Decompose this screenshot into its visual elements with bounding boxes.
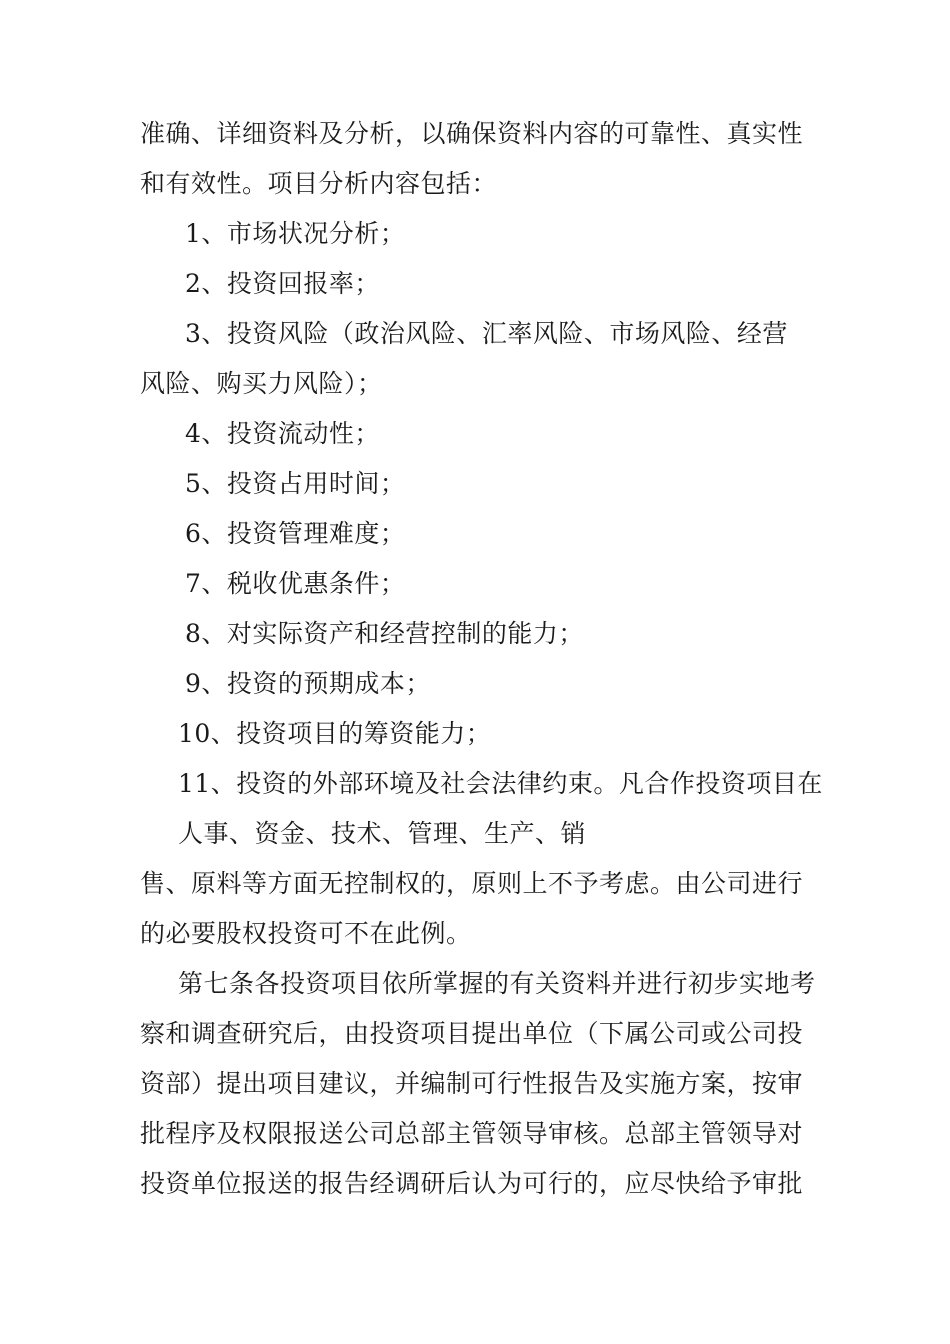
list-item-11-continued-1: 人事、资金、技术、管理、生产、销 bbox=[178, 819, 587, 848]
list-item-3-continued: 风险、购买力风险）； bbox=[140, 369, 383, 398]
list-item-11-continued-3: 的必要股权投资可不在此例。 bbox=[140, 919, 472, 948]
list-item-4: 4、投资流动性； bbox=[185, 419, 380, 448]
list-item-7: 7、税收优惠条件； bbox=[185, 569, 406, 598]
list-item-10: 10、投资项目的筹资能力； bbox=[178, 719, 492, 748]
list-item-2: 2、投资回报率； bbox=[185, 269, 380, 298]
list-item-9: 9、投资的预期成本； bbox=[185, 669, 431, 698]
article-7-line-1: 第七条各投资项目依所掌握的有关资料并进行初步实地考 bbox=[178, 969, 816, 998]
article-7-line-2: 察和调查研究后，由投资项目提出单位（下属公司或公司投 bbox=[140, 1019, 804, 1048]
list-item-3: 3、投资风险（政治风险、汇率风险、市场风险、经营 bbox=[185, 319, 788, 348]
list-item-5: 5、投资占用时间； bbox=[185, 469, 406, 498]
list-item-1: 1、市场状况分析； bbox=[185, 219, 406, 248]
text-line-1: 准确、详细资料及分析，以确保资料内容的可靠性、真实性 bbox=[140, 119, 804, 148]
article-7-line-4: 批程序及权限报送公司总部主管领导审核。总部主管领导对 bbox=[140, 1119, 804, 1148]
list-item-11-continued-2: 售、原料等方面无控制权的，原则上不予考虑。由公司进行 bbox=[140, 869, 804, 898]
article-7-line-3: 资部）提出项目建议，并编制可行性报告及实施方案，按审 bbox=[140, 1069, 804, 1098]
text-line-2: 和有效性。项目分析内容包括： bbox=[140, 169, 498, 198]
list-item-6: 6、投资管理难度； bbox=[185, 519, 406, 548]
list-item-11: 11、投资的外部环境及社会法律约束。凡合作投资项目在 bbox=[178, 769, 823, 798]
article-7-line-5: 投资单位报送的报告经调研后认为可行的，应尽快给予审批 bbox=[140, 1169, 804, 1198]
list-item-8: 8、对实际资产和经营控制的能力； bbox=[185, 619, 584, 648]
